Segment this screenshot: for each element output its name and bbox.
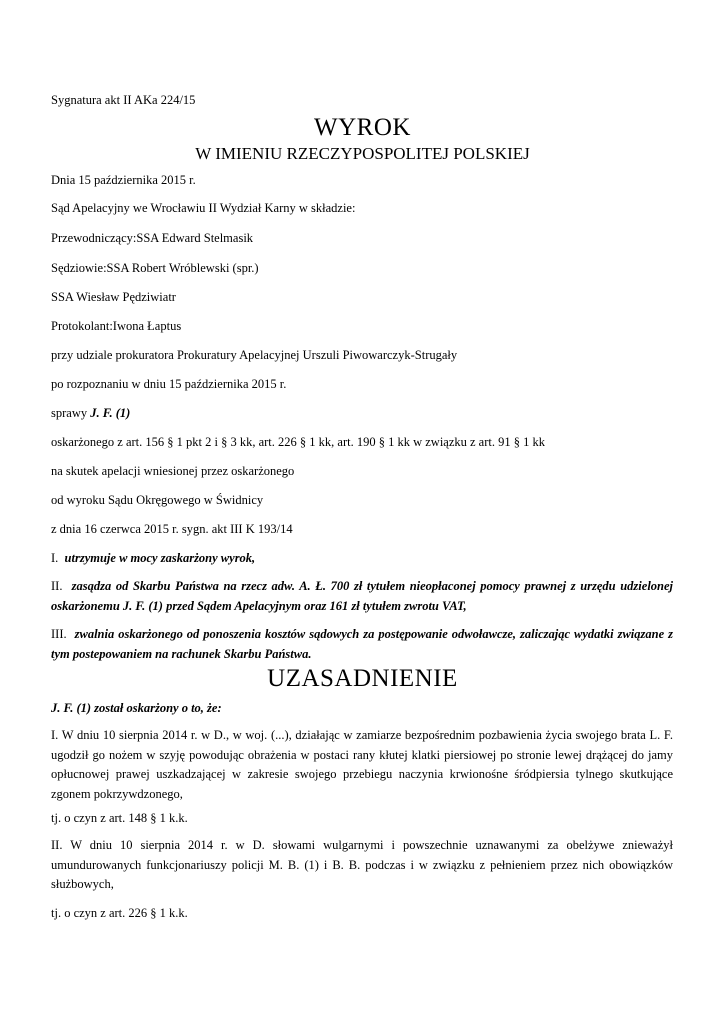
- ruling-item: [51, 577, 673, 616]
- case-line: [51, 405, 130, 421]
- presiding-judge: Przewodniczący:SSA Edward Stelmasik: [51, 231, 254, 245]
- ruling-number: III.: [51, 627, 67, 641]
- court-recorder: Protokolant:Iwona Łaptus: [51, 319, 182, 333]
- ruling-number: II.: [51, 579, 63, 593]
- judgment-title: WYROK: [314, 114, 411, 141]
- case-defendant: J. F. (1): [90, 406, 131, 420]
- lower-court-line: od wyroku Sądu Okręgowego w Świdnicy: [51, 493, 264, 507]
- judge-second: SSA Wiesław Pędziwiatr: [51, 290, 176, 304]
- ruling-item: [51, 625, 673, 664]
- prosecutor-line: przy udziale prokuratora Prokuratury Apelacyjnej Urszuli Piwowarczyk-Strugały: [51, 348, 458, 362]
- judgment-date: Dnia 15 października 2015 r.: [51, 173, 196, 187]
- ruling-text: zasądza od Skarbu Państwa na rzecz adw. A. Ł. 700 zł tytułem nieopłaconej pomocy prawnej z urzędu udzielonej oskarżonemu J. F. (1) przed Sądem Apelacyjnym oraz 161 zł tytułem zwrotu VAT,: [51, 579, 674, 613]
- appeal-line: na skutek apelacji wniesionej przez oskarżonego: [51, 464, 295, 478]
- charge-paragraph: I. W dniu 10 sierpnia 2014 r. w D., w woj. (...), działając w zamiarze bezpośrednim pozbawienia życia swojego brata L. F. ugodził go nożem w szyję powodując obrażenia w postaci rany kłutej klatki piersiowej po stronie lewej drążącej do jamy opłucnowej prawej uszkadzającej w zakresie swojego przebiegu naczynia krwionośne śródpiersia tylnego skutkujące zgonem pokrzywdzonego,: [51, 728, 673, 801]
- charge-legal-basis: tj. o czyn z art. 148 § 1 k.k.: [51, 811, 188, 825]
- court-composition: Sąd Apelacyjny we Wrocławiu II Wydział Karny w składzie:: [51, 201, 356, 215]
- judgment-subtitle: W IMIENIU RZECZYPOSPOLITEJ POLSKIEJ: [195, 144, 530, 163]
- ruling-number: I.: [51, 551, 59, 565]
- charge-paragraph: II. W dniu 10 sierpnia 2014 r. w D. słowami wulgarnymi i powszechnie uznawanymi za obelżywe znieważył umundurowanych funkcjonariuszy policji M. B. (1) i B. B. podczas i w związku z pełnieniem przez nich obowiązków służbowych,: [51, 838, 673, 891]
- case-prefix: sprawy: [51, 406, 91, 420]
- charges-line: oskarżonego z art. 156 § 1 pkt 2 i § 3 kk, art. 226 § 1 kk, art. 190 § 1 kk w związku z art. 91 § 1 kk: [51, 435, 545, 449]
- charge-legal-basis: tj. o czyn z art. 226 § 1 k.k.: [51, 906, 188, 920]
- accused-line: J. F. (1) został oskarżony o to, że:: [51, 701, 222, 715]
- ruling-item: [51, 550, 255, 566]
- judges: Sędziowie:SSA Robert Wróblewski (spr.): [51, 261, 259, 275]
- ruling-text: zwalnia oskarżonego od ponoszenia kosztów sądowych za postępowanie odwoławcze, zaliczając wydatki związane z tym postepowaniem na rachunek Skarbu Państwa.: [51, 627, 673, 661]
- lower-court-date: z dnia 16 czerwca 2015 r. sygn. akt III K 193/14: [51, 522, 293, 536]
- justification-title: UZASADNIENIE: [267, 665, 458, 692]
- ruling-text: utrzymuje w mocy zaskarżony wyrok,: [64, 551, 256, 565]
- hearing-date: po rozpoznaniu w dniu 15 października 2015 r.: [51, 377, 287, 391]
- case-signature: Sygnatura akt II AKa 224/15: [51, 93, 196, 107]
